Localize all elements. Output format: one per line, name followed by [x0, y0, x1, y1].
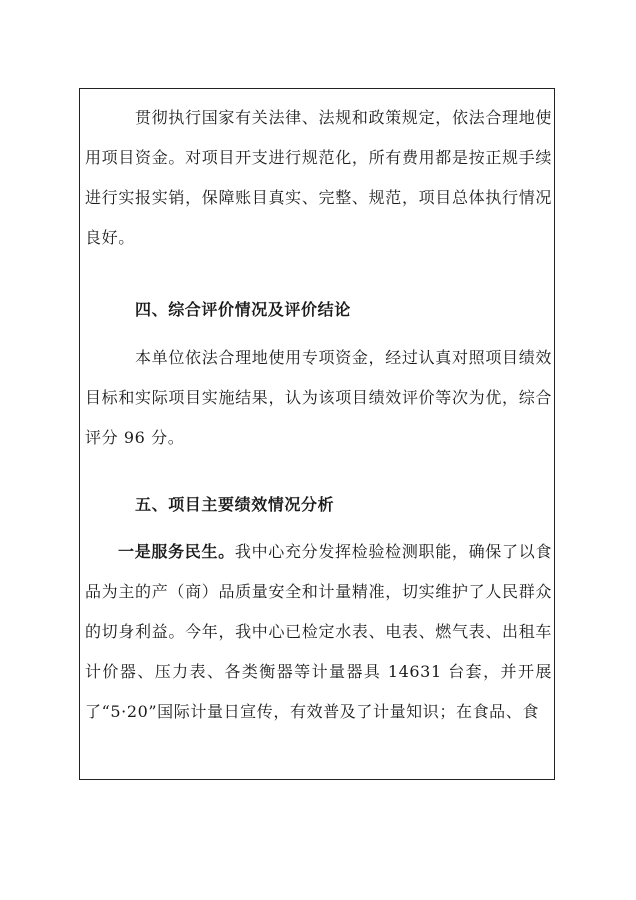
heading-section-5: 五、项目主要绩效情况分析 [135, 495, 335, 514]
heading-section-4: 四、综合评价情况及评价结论 [135, 300, 351, 319]
paragraph-fund-usage: 贯彻执行国家有关法律、法规和政策规定，依法合理地使用项目资金。对项目开支进行规范化，所有费用都是按正规手续进行实报实销，保障账目真实、完整、规范，项目总体执行情况良好。 [85, 108, 552, 247]
lead-phrase: 一是服务民生。 [118, 542, 235, 561]
paragraph-service-livelihood [85, 532, 552, 732]
paragraph-evaluation-conclusion: 本单位依法合理地使用专项资金，经过认真对照项目绩效目标和实际项目实施结果，认为该项目绩效评价等次为优，综合评分 96 分。 [85, 348, 552, 447]
paragraph-body: 我中心充分发挥检验检测职能，确保了以食品为主的产（商）品质量安全和计量精准，切实维护了人民群众的切身利益。今年，我中心已检定水表、电表、燃气表、出租车计价器、压力表、各类衡器等计量器具 14631 台套，并开展了“5·20”国际计量日宣传，有效普及了计量知识；在食品、食 [85, 542, 552, 721]
